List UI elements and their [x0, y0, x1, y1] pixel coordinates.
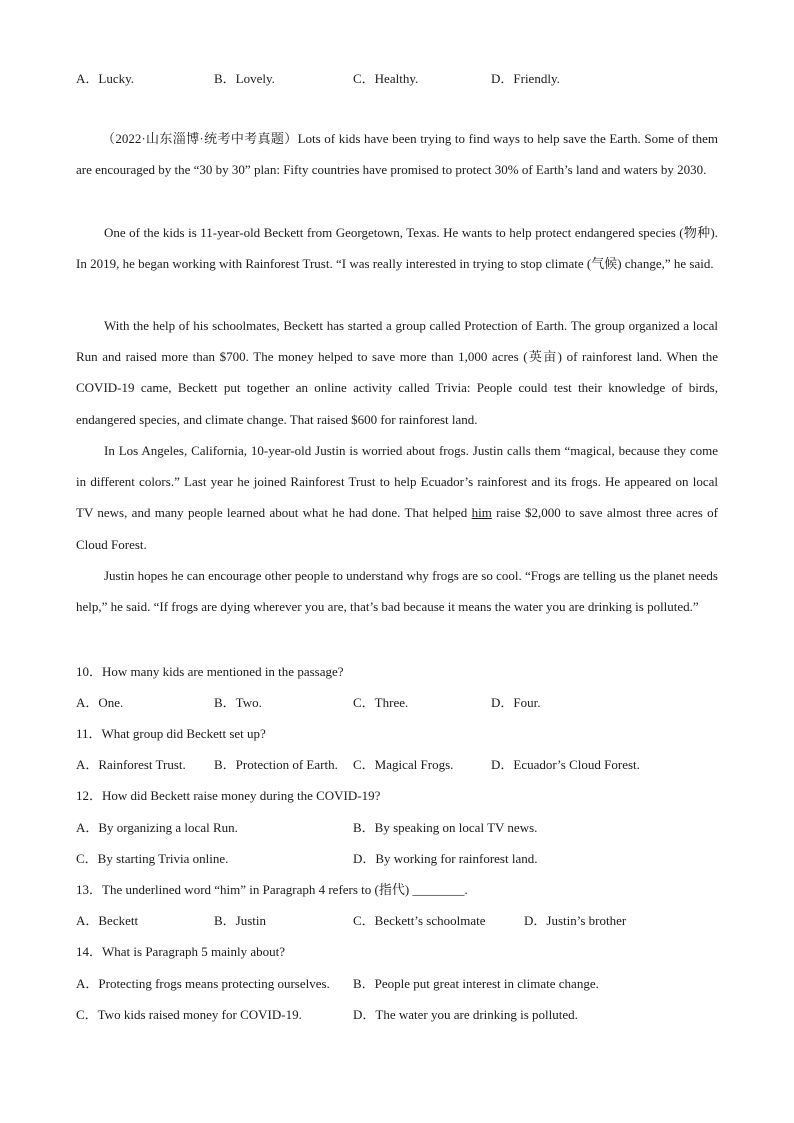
- q12-option-a: A．By organizing a local Run.: [76, 820, 238, 835]
- question-14-stem: 14．What is Paragraph 5 mainly about?: [76, 944, 286, 959]
- underlined-word-him: him: [471, 505, 492, 521]
- q10-option-a: A．One.: [76, 695, 124, 710]
- question-13-stem: 13．The underlined word “him” in Paragraph 4 refers to (指代) ________.: [76, 882, 468, 897]
- q10-option-b: B．Two.: [214, 695, 262, 710]
- question-12-stem: 12．How did Beckett raise money during the COVID-19?: [76, 788, 381, 803]
- q11-option-c: C．Magical Frogs.: [353, 757, 454, 772]
- q12-option-d: D．By working for rainforest land.: [353, 851, 538, 866]
- q12-option-c: C．By starting Trivia online.: [76, 851, 229, 866]
- q11-option-d: D．Ecuador’s Cloud Forest.: [491, 757, 640, 772]
- passage-paragraph-4: [76, 435, 718, 560]
- prev-option-a: A．Lucky.: [76, 71, 135, 86]
- q12-option-b: B．By speaking on local TV news.: [353, 820, 538, 835]
- passage-paragraph-5: Justin hopes he can encourage other people to understand why frogs are so cool. “Frogs are telling us the planet needs help,” he said. “If frogs are dying wherever you are, that’s bad because it means the water you are drinking is polluted.”: [76, 568, 718, 615]
- q10-option-d: D．Four.: [491, 695, 541, 710]
- prev-option-b: B．Lovely.: [214, 71, 275, 86]
- prev-option-d: D．Friendly.: [491, 71, 560, 86]
- passage-paragraph-3: With the help of his schoolmates, Beckett has started a group called Protection of Earth. The group organized a local Run and raised more than $700. The money helped to save more than 1,000 acres (英亩) of rainforest land. When the COVID-19 came, Beckett put together an online activity called Trivia: People could test their knowledge of birds, endangered species, and climate change. That raised $600 for rainforest land.: [76, 318, 718, 427]
- question-11-stem: 11．What group did Beckett set up?: [76, 726, 266, 741]
- q14-option-c: C．Two kids raised money for COVID-19.: [76, 1007, 302, 1022]
- p4-text-after: raise $2,000 to save almost three acres of Cloud Forest.: [76, 505, 718, 552]
- q14-option-a: A．Protecting frogs means protecting ourselves.: [76, 976, 330, 991]
- passage-paragraph-2: One of the kids is 11-year-old Beckett from Georgetown, Texas. He wants to help protect endangered species (物种). In 2019, he began working with Rainforest Trust. “I was really interested in trying to stop climate (气候) change,” he said.: [76, 225, 718, 272]
- q13-option-d: D．Justin’s brother: [524, 913, 627, 928]
- q14-option-b: B．People put great interest in climate change.: [353, 976, 599, 991]
- p4-text-before: In Los Angeles, California, 10-year-old Justin is worried about frogs. Justin calls them “magical, because they come in different colors.” Last year he joined Rainforest Trust to help Ecuador’s rainforest and its frogs. He appeared on local TV news, and many people learned about what he had done. That helped: [76, 443, 718, 521]
- q13-option-c: C．Beckett’s schoolmate: [353, 913, 486, 928]
- q10-option-c: C．Three.: [353, 695, 409, 710]
- q13-option-b: B．Justin: [214, 913, 267, 928]
- prev-option-c: C．Healthy.: [353, 71, 419, 86]
- q13-option-a: A．Beckett: [76, 913, 139, 928]
- q14-option-d: D．The water you are drinking is polluted.: [353, 1007, 578, 1022]
- q11-option-a: A．Rainforest Trust.: [76, 757, 186, 772]
- passage-paragraph-1: （2022·山东淄博·统考中考真题）Lots of kids have been trying to find ways to help save the Earth. Some of them are encouraged by the “30 by 30” plan: Fifty countries have promised to protect 30% of Earth’s land and waters by 2030.: [76, 131, 718, 178]
- question-10-stem: 10．How many kids are mentioned in the passage?: [76, 664, 344, 679]
- q11-option-b: B．Protection of Earth.: [214, 757, 338, 772]
